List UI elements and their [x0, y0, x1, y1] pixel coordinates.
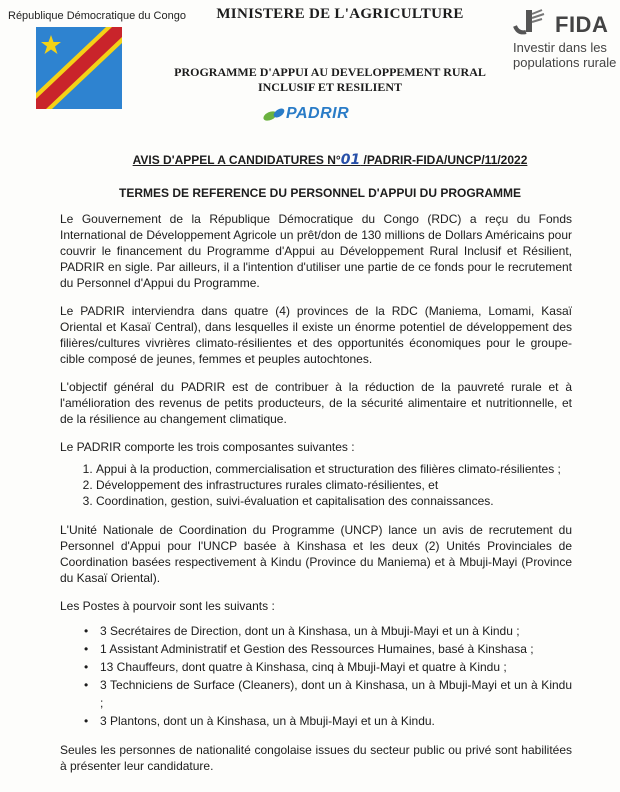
- notice-title-suffix: /PADRIR-FIDA/UNCP/11/2022: [360, 153, 528, 167]
- list-item: • 1 Assistant Administratif et Gestion des Ressources Humaines, basé à Kinshasa ;: [100, 640, 572, 658]
- programme-title: [150, 65, 510, 95]
- terms-subtitle: TERMES DE REFERENCE DU PERSONNEL D'APPUI DU PROGRAMME: [118, 186, 521, 200]
- programme-title-line1: PROGRAMME D'APPUI AU DEVELOPPEMENT RURAL: [174, 65, 486, 79]
- posts-list: [60, 622, 572, 730]
- fida-tagline-line1: Investir dans les: [513, 40, 607, 55]
- fida-tagline: [513, 40, 618, 70]
- list-item: 2. Développement des infrastructures rurales climato-résilientes, et: [96, 477, 572, 493]
- padrir-leaf-icon: [262, 105, 286, 123]
- paragraph-posts-intro: Les Postes à pourvoir sont les suivants :: [60, 599, 275, 613]
- paragraph-components-intro: Le PADRIR comporte les trois composantes suivantes :: [60, 440, 355, 454]
- paragraph-recruitment: L'Unité Nationale de Coordination du Programme (UNCP) lance un avis de recrutement du Personnel d'Appui pour l'UNCP basée à Kinshasa et les deux (2) Unités Provinciales de Coordination basées respectivement à Kindu (Province du Maniema) et à Mbuji-Mayi (Province du Kasaï Oriental).: [60, 523, 572, 585]
- document-body: [60, 211, 572, 786]
- fida-tagline-line2: populations rurale: [513, 55, 617, 70]
- components-list: [60, 461, 572, 509]
- ministry-title: MINISTERE DE L'AGRICULTURE: [216, 6, 464, 22]
- paragraph-funding: Le Gouvernement de la République Démocratique du Congo (RDC) a reçu du Fonds International de Développement Agricole un prêt/don de 130 millions de Dollars Américains pour couvrir le financement du Programme d'Appui au Développement Rural Inclusif et Résilient, PADRIR en sigle. Par ailleurs, il a l'intention d'utiliser une partie de ce fonds pour le recrutement du Personnel d'Appui du Programme.: [60, 212, 572, 290]
- country-name: République Démocratique du Congo: [8, 10, 186, 22]
- notice-title-prefix: AVIS D'APPEL A CANDIDATURES N°: [132, 153, 341, 167]
- list-item: 1. Appui à la production, commercialisation et structuration des filières climato-résilientes ;: [96, 461, 572, 477]
- list-item: 3. Coordination, gestion, suivi-évaluation et capitalisation des connaissances.: [96, 493, 572, 509]
- paragraph-objective: L'objectif général du PADRIR est de contribuer à la réduction de la pauvreté rurale et à l'amélioration des revenus de petits producteurs, de la sécurité alimentaire et nutritionnelle, et de la résilience au changement climatique.: [60, 380, 572, 426]
- padrir-logo: [262, 104, 349, 124]
- notice-title: [120, 152, 540, 168]
- fida-name: FIDA: [555, 12, 609, 37]
- notice-number-handwritten: 01: [340, 152, 361, 168]
- fida-emblem-icon: [512, 8, 552, 36]
- programme-title-line2: INCLUSIF ET RESILIENT: [257, 80, 403, 94]
- padrir-logo-text: PADRIR: [286, 105, 350, 122]
- paragraph-eligibility: Seules les personnes de nationalité congolaise issues du secteur public ou privé sont habilitées à présenter leur candidature.: [60, 743, 572, 773]
- list-item: • 13 Chauffeurs, dont quatre à Kinshasa, cinq à Mbuji-Mayi et quatre à Kindu ;: [100, 658, 572, 676]
- paragraph-provinces: Le PADRIR interviendra dans quatre (4) provinces de la RDC (Maniema, Lomami, Kasaï Oriental et Kasaï Central), dans lesquelles il existe un énorme potentiel de développement des filières/cultures vivrières climato-résilientes et des opportunités économiques pour le groupe-cible composé de jeunes, femmes et peuples autochtones.: [60, 304, 572, 366]
- list-item: • 3 Plantons, dont un à Kinshasa, un à Mbuji-Mayi et un à Kindu.: [100, 712, 572, 730]
- drc-flag: [36, 27, 122, 109]
- list-item: • 3 Techniciens de Surface (Cleaners), dont un à Kinshasa, un à Mbuji-Mayi et un à Kindu ;: [100, 676, 572, 712]
- list-item: • 3 Secrétaires de Direction, dont un à Kinshasa, un à Mbuji-Mayi et un à Kindu ;: [100, 622, 572, 640]
